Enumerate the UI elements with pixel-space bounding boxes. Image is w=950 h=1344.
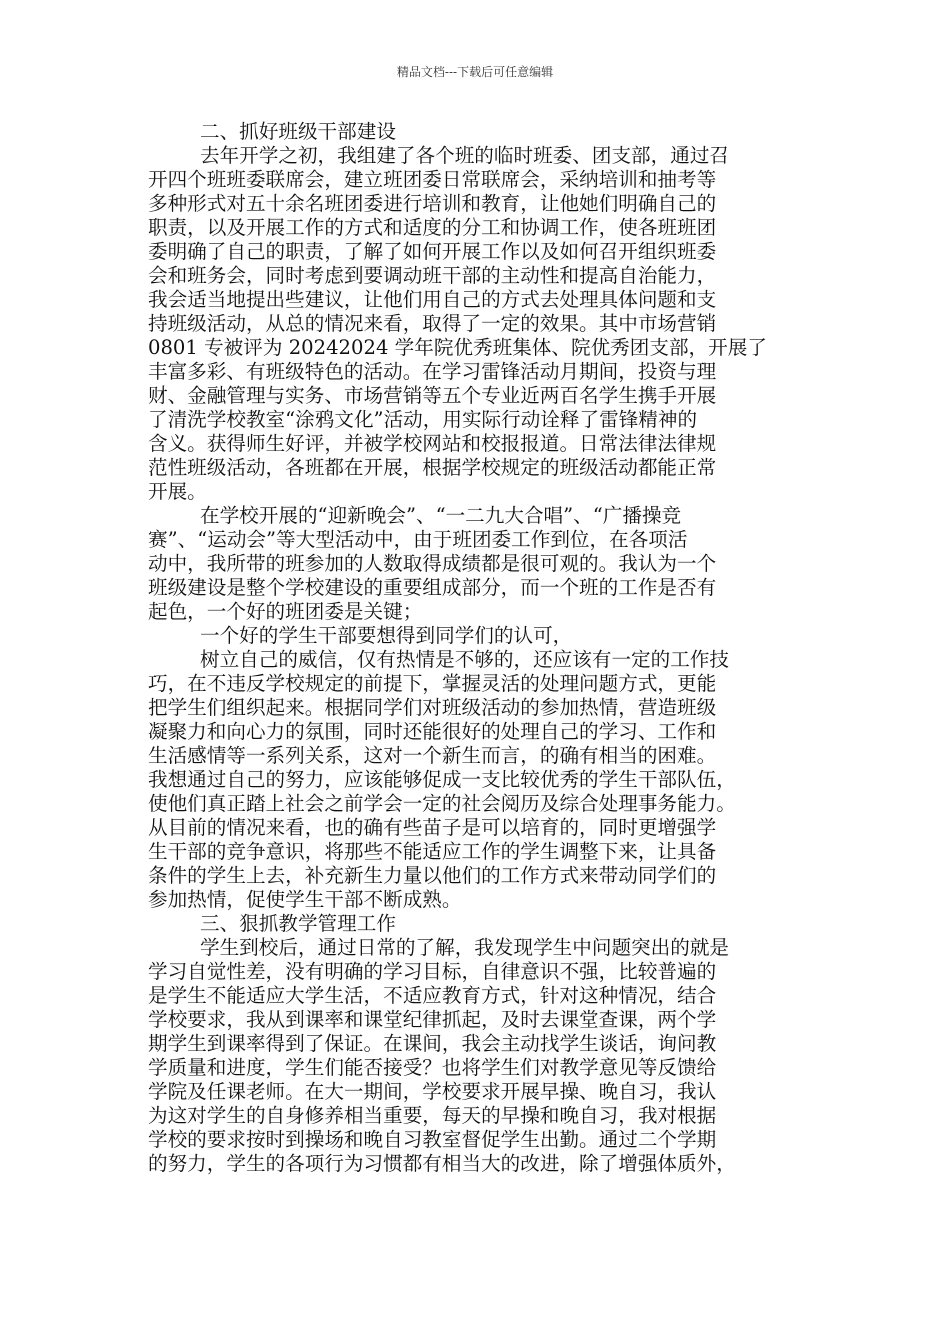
text-line: 期学生到课率得到了保证。在课间，我会主动找学生谈话，询问教 bbox=[148, 1032, 717, 1055]
text-line: 凝聚力和向心力的氛围，同时还能很好的处理自己的学习、工作和 bbox=[148, 720, 717, 743]
text-line: 动中，我所带的班参加的人数取得成绩都是很可观的。我认为一个 bbox=[148, 552, 717, 575]
text-line: 从目前的情况来看，也的确有些苗子是可以培育的，同时更增强学 bbox=[148, 816, 717, 839]
text-line: 一个好的学生干部要想得到同学们的认可， bbox=[200, 624, 573, 647]
text-line: 三、狠抓教学管理工作 bbox=[200, 912, 396, 935]
text-line: 含义。获得师生好评，并被学校网站和校报报道。日常法律法律规 bbox=[148, 432, 717, 455]
text-line: 我想通过自己的努力，应该能够促成一支比较优秀的学生干部队伍， bbox=[148, 768, 736, 791]
text-line: 学院及任课老师。在大一期间，学校要求开展早操、晚自习，我认 bbox=[148, 1080, 717, 1103]
text-line: 我会适当地提出些建议，让他们用自己的方式去处理具体问题和支 bbox=[148, 288, 717, 311]
text-line: 二、抓好班级干部建设 bbox=[200, 120, 396, 143]
text-line: 持班级活动，从总的情况来看，取得了一定的效果。其中市场营销 bbox=[148, 312, 717, 335]
text-line: 开四个班班委联席会，建立班团委日常联席会，采纳培训和抽考等 bbox=[148, 168, 717, 191]
text-line: 在学校开展的“迎新晚会”、“一二九大合唱”、“广播操竞 bbox=[200, 504, 682, 527]
text-line: 丰富多彩、有班级特色的活动。在学习雷锋活动月期间，投资与理 bbox=[148, 360, 717, 383]
text-line: 学生到校后，通过日常的了解，我发现学生中问题突出的就是 bbox=[200, 936, 730, 959]
text-line: 班级建设是整个学校建设的重要组成部分，而一个班的工作是否有 bbox=[148, 576, 717, 599]
text-line: 会和班务会，同时考虑到要调动班干部的主动性和提高自治能力， bbox=[148, 264, 717, 287]
text-line: 学校要求，我从到课率和课堂纪律抓起，及时去课堂查课，两个学 bbox=[148, 1008, 717, 1031]
text-line: 了清洗学校教室“涂鸦文化”活动，用实际行动诠释了雷锋精神的 bbox=[148, 408, 698, 431]
text-line: 使他们真正踏上社会之前学会一定的社会阅历及综合处理事务能力。 bbox=[148, 792, 736, 815]
text-line: 巧，在不违反学校规定的前提下，掌握灵活的处理问题方式，更能 bbox=[148, 672, 717, 695]
text-line: 学校的要求按时到操场和晚自习教室督促学生出勤。通过二个学期 bbox=[148, 1128, 717, 1151]
text-line: 参加热情，促使学生干部不断成熟。 bbox=[148, 888, 462, 911]
document-body bbox=[148, 120, 818, 1176]
text-line: 职责，以及开展工作的方式和适度的分工和协调工作，使各班班团 bbox=[148, 216, 717, 239]
text-line: 的努力，学生的各项行为习惯都有相当大的改进，除了增强体质外， bbox=[148, 1152, 736, 1175]
text-line: 树立自己的威信，仅有热情是不够的，还应该有一定的工作技 bbox=[200, 648, 730, 671]
text-line: 把学生们组织起来。根据同学们对班级活动的参加热情，营造班级 bbox=[148, 696, 717, 719]
text-line: 生活感情等一系列关系，这对一个新生而言，的确有相当的困难。 bbox=[148, 744, 717, 767]
text-line: 去年开学之初，我组建了各个班的临时班委、团支部，通过召 bbox=[200, 144, 730, 167]
page-header bbox=[0, 64, 950, 80]
text-line: 范性班级活动，各班都在开展，根据学校规定的班级活动都能正常 bbox=[148, 456, 717, 479]
text-line: 是学生不能适应大学生活，不适应教育方式，针对这种情况，结合 bbox=[148, 984, 717, 1007]
header-text: 精品文档---下载后可任意编辑 bbox=[396, 65, 554, 79]
text-line: 多种形式对五十余名班团委进行培训和教育，让他她们明确自己的 bbox=[148, 192, 717, 215]
text-line: 起色，一个好的班团委是关键； bbox=[148, 600, 423, 623]
text-line: 赛”、“运动会”等大型活动中，由于班团委工作到位，在各项活 bbox=[148, 528, 688, 551]
text-line: 为这对学生的自身修养相当重要，每天的早操和晚自习，我对根据 bbox=[148, 1104, 717, 1127]
text-line: 委明确了自己的职责，了解了如何开展工作以及如何召开组织班委 bbox=[148, 240, 717, 263]
text-line: 财、金融管理与实务、市场营销等五个专业近两百名学生携手开展 bbox=[148, 384, 717, 407]
text-line: 开展。 bbox=[148, 480, 207, 503]
text-line: 学质量和进度，学生们能否接受？也将学生们对教学意见等反馈给 bbox=[148, 1056, 717, 1079]
text-line: 条件的学生上去，补充新生力量以他们的工作方式来带动同学们的 bbox=[148, 864, 717, 887]
text-line: 生干部的竞争意识，将那些不能适应工作的学生调整下来，让具备 bbox=[148, 840, 717, 863]
text-line: 0801 专被评为 20242024 学年院优秀班集体、院优秀团支部，开展了 bbox=[148, 336, 767, 359]
text-line: 学习自觉性差，没有明确的学习目标，自律意识不强，比较普遍的 bbox=[148, 960, 717, 983]
